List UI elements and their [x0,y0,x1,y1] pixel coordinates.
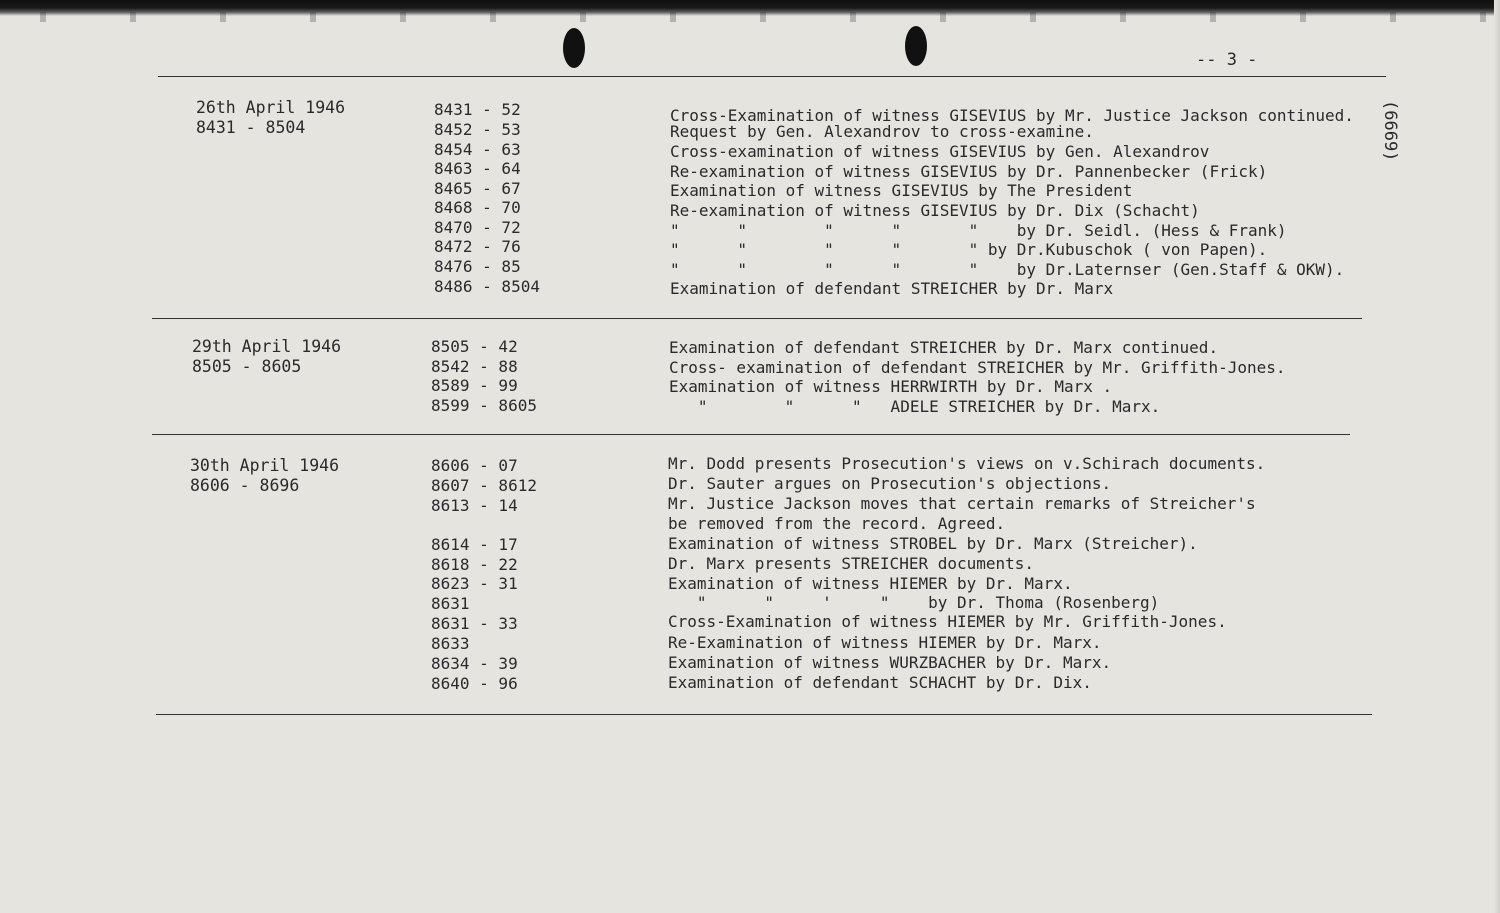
entry-text: Re-Examination of witness HIEMER by Dr. Marx. [668,633,1102,652]
entry-pages: 8431 - 52 [434,100,521,119]
punch-hole-right [905,26,927,66]
entry-text: Cross-Examination of witness HIEMER by Mr. Griffith-Jones. [668,612,1227,631]
entry-pages: 8614 - 17 [431,535,518,554]
entry-text: Examination of defendant SCHACHT by Dr. Dix. [668,673,1092,692]
entry-pages: 8623 - 31 [431,574,518,593]
paper-right-edge [1494,0,1500,913]
entry-pages: 8589 - 99 [431,376,518,395]
entry-pages: 8631 - 33 [431,614,518,633]
entry-text: Examination of witness GISEVIUS by The President [670,181,1133,200]
entry-pages: 8476 - 85 [434,257,521,276]
entry-pages: 8454 - 63 [434,140,521,159]
section-range: 8431 - 8504 [196,118,306,137]
top-rule [158,76,1386,77]
entry-text: Examination of witness WURZBACHER by Dr. Marx. [668,653,1112,672]
entry-text: " " " ADELE STREICHER by Dr. Marx. [669,397,1161,416]
bottom-rule [156,714,1372,715]
paper-top-edge [0,0,1500,16]
entry-pages: 8633 [431,634,470,653]
entry-text: Examination of defendant STREICHER by Dr. Marx [670,279,1114,298]
entry-text: Cross-Examination of witness GISEVIUS by Mr. Justice Jackson continued. [670,106,1354,125]
section-date: 26th April 1946 [196,98,346,117]
entry-pages: 8472 - 76 [434,237,521,256]
entry-text: " " ' " by Dr. Thoma (Rosenberg) [668,593,1160,612]
entry-pages: 8606 - 07 [431,456,518,475]
entry-pages: 8634 - 39 [431,654,518,673]
section-range: 8606 - 8696 [190,476,300,495]
entry-text: Dr. Marx presents STREICHER documents. [668,554,1035,573]
entry-pages: 8468 - 70 [434,198,521,217]
page-number: -- 3 - [1196,50,1258,70]
entry-text: Mr. Dodd presents Prosecution's views on v.Schirach documents. [668,454,1266,473]
entry-text: Examination of witness STROBEL by Dr. Marx (Streicher). [668,534,1198,553]
side-page-number: (6669) [1380,100,1400,162]
entry-text: Mr. Justice Jackson moves that certain remarks of Streicher's [668,494,1256,513]
section-rule [152,434,1350,435]
entry-text: Examination of witness HERRWIRTH by Dr. Marx . [669,377,1113,396]
entry-pages: 8452 - 53 [434,120,521,139]
punch-hole-left [563,28,585,68]
entry-text: " " " " " by Dr.Kubuschok ( von Papen). [670,240,1268,259]
entry-pages: 8486 - 8504 [434,277,540,296]
entry-pages: 8618 - 22 [431,555,518,574]
entry-pages: 8470 - 72 [434,218,521,237]
section-rule [152,318,1362,319]
entry-text: Cross- examination of defendant STREICHER by Mr. Griffith-Jones. [669,358,1286,377]
section-range: 8505 - 8605 [192,357,302,376]
entry-text: Examination of defendant STREICHER by Dr. Marx continued. [669,338,1219,357]
entry-text: Examination of witness HIEMER by Dr. Marx. [668,574,1073,593]
entry-text: Re-examination of witness GISEVIUS by Dr. Pannenbecker (Frick) [670,162,1268,181]
entry-text: Dr. Sauter argues on Prosecution's objections. [668,474,1112,493]
entry-text: " " " " " by Dr. Seidl. (Hess & Frank) [670,221,1287,240]
entry-pages: 8640 - 96 [431,674,518,693]
entry-pages: 8631 [431,594,470,613]
entry-text: be removed from the record. Agreed. [668,514,1006,533]
section-date: 30th April 1946 [190,456,340,475]
entry-pages: 8505 - 42 [431,337,518,356]
entry-pages: 8465 - 67 [434,179,521,198]
entry-text: Cross-examination of witness GISEVIUS by Gen. Alexandrov [670,142,1210,161]
entry-pages: 8607 - 8612 [431,476,537,495]
section-date: 29th April 1946 [192,337,342,356]
entry-text: Re-examination of witness GISEVIUS by Dr. Dix (Schacht) [670,201,1200,220]
entry-text: Request by Gen. Alexandrov to cross-examine. [670,122,1094,141]
entry-pages: 8613 - 14 [431,496,518,515]
entry-pages: 8542 - 88 [431,357,518,376]
entry-text: " " " " " by Dr.Laternser (Gen.Staff & OKW). [670,260,1345,279]
entry-pages: 8599 - 8605 [431,396,537,415]
entry-pages: 8463 - 64 [434,159,521,178]
